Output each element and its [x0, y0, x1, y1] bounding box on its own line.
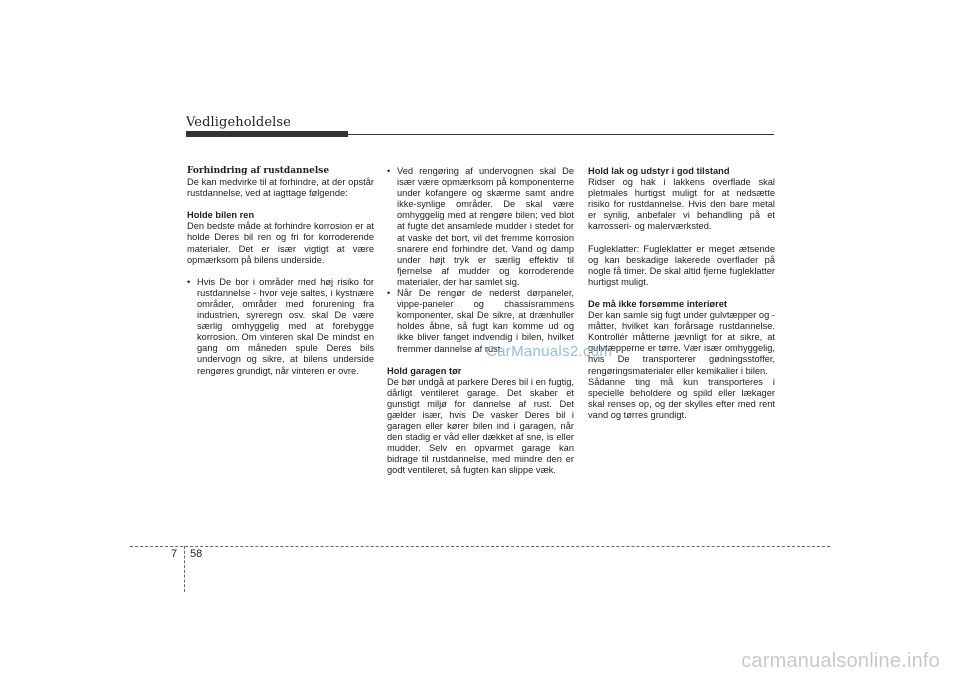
paragraph: Der kan samle sig fugt under gulvtæpper og -måtter, hvilket kan forårsage rustdannelse. Kontrollér måtterne jævnligt for at sikre, at gulvtæpperne er tørre. Vær især omhyggelig, hvis De transporterer gødningsstoffer, rengøringsmaterialer eller kemikalier i bilen.: [588, 310, 775, 376]
heading-rust-prevention: Forhindring af rustdannelse: [187, 166, 330, 176]
bullet-item: • Ved rengøring af undervognen skal De især være opmærksom på komponenterne under kofangere og skærme samt andre ikke-synlige områder. De skal være omhyggelig med at rengøre bilen; ved blot at fugte det ansamlede mudder i stedet for at vaske det bort, vil det fremme korrosion snarere end forhindre det. Vand og damp under højt tryk er særlig effektiv til fjernelse af mudder og korroderende materialer, der har samlet sig.: [387, 166, 574, 288]
bullet-list: [187, 277, 374, 377]
column-2: [387, 166, 574, 477]
chapter-number: 7: [171, 548, 178, 560]
paragraph: Sådanne ting må kun transporteres i specielle beholdere og spild eller lækager skal renses op, og der skylles efter med rent vand og tørres grundigt.: [588, 376, 775, 420]
footer-divider-vertical: [184, 546, 185, 592]
footer-watermark: carmanualsonline.info: [741, 650, 940, 672]
bullet-item: • Hvis De bor i områder med høj risiko for rustdannelse - hvor veje saltes, i kystnære områder, områder med forurening fra industrien, syreregn osv. skal De være særlig omhyggelig med at forebygge korrosion. Om vinteren skal De mindst en gang om måneden spule Deres bils undervogn og sikre, at bilens underside rengøres grundigt, når vinteren er ovre.: [187, 277, 374, 377]
paragraph: De bør undgå at parkere Deres bil i en fugtig, dårligt ventileret garage. Det skaber et gunstigt miljø for dannelse af rust. Det gælder især, hvis De vasker Deres bil i garagen eller kører bilen ind i garagen, når den stadig er våd eller dækket af sne, is eller mudder. Selv en opvarmet garage kan bidrage til rustdannelse, med mindre den er godt ventileret, så fugten kan slippe væk.: [387, 376, 574, 476]
heading-keep-car-clean: Holde bilen ren: [187, 210, 255, 221]
watermark: CarManuals2.com: [486, 343, 613, 360]
column-3: [588, 166, 775, 421]
footer-divider: [130, 546, 830, 547]
heading-paint-condition: Hold lak og udstyr i god tilstand: [588, 166, 730, 176]
paragraph: Den bedste måde at forhindre korrosion er at holde Deres bil ren og fri for korroderende materialer. Det er især vigtigt at være opmærksom på bilens underside.: [187, 221, 374, 265]
bullet-item: • Når De rengør de nederst dørpaneler, vippe-paneler og chassisrammens komponenter, skal De sikre, at drænhuller holdes åbne, så fugt kan komme ud og ikke bliver fanget indvendig i bilen, hvilket fremmer dannelse af rust.: [387, 288, 574, 355]
heading-interior: De må ikke forsømme interiøret: [588, 298, 727, 309]
section-title: Vedligeholdelse: [186, 115, 291, 130]
bullet-list: [387, 166, 574, 355]
paragraph: Ridser og hak i lakkens overflade skal pletmales hurtigst muligt for at nedsætte risiko for rustdannelse. Hvis den bare metal er synlig, anbefaler vi behandling på et karrosseri- og malerværksted.: [588, 177, 775, 232]
heading-keep-garage-dry: Hold garagen tør: [387, 365, 462, 376]
paragraph: De kan medvirke til at forhindre, at der opstår rustdannelse, ved at iagttage følgende:: [187, 177, 374, 199]
column-1: [187, 166, 374, 377]
page-number: 58: [190, 548, 203, 560]
header-rule-accent: [186, 131, 348, 137]
paragraph: Fugleklatter: Fugleklatter er meget ætsende og kan beskadige lakerede overflader på nogle få timer. De skal altid fjerne fugleklatter hurtigst muligt.: [588, 243, 775, 287]
